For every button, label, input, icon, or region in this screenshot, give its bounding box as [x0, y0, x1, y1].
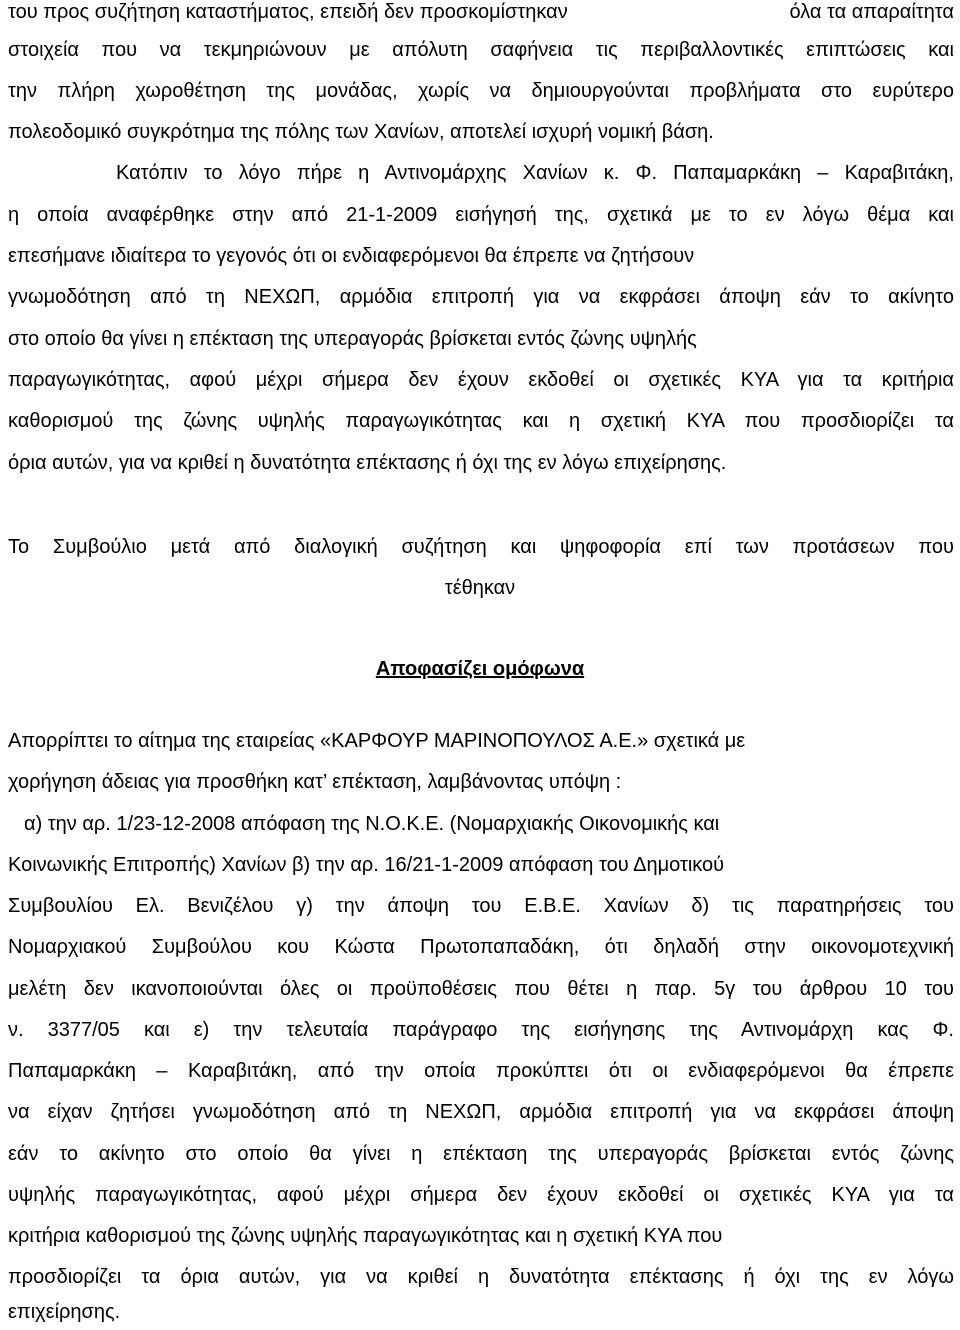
text-line: γνωμοδότηση από τη ΝΕΧΩΠ, αρμόδια επιτροπή για να εκφράσει άποψη εάν το ακίνητο: [8, 286, 954, 308]
text-line: εάν το ακίνητο στο οποίο θα γίνει η επέκταση της υπεραγοράς βρίσκεται εντός ζώνης: [8, 1143, 954, 1165]
text-line: υψηλής παραγωγικότητας, αφού μέχρι σήμερα δεν έχουν εκδοθεί οι σχετικές ΚΥΑ για τα: [8, 1184, 954, 1206]
text-line: μελέτη δεν ικανοποιούνται όλες οι προϋποθέσεις που θέτει η παρ. 5γ του άρθρου 10 του: [8, 978, 954, 1000]
text-line: ν. 3377/05 και ε) την τελευταία παράγραφο της εισήγησης της Αντινομάρχη κας Φ.: [8, 1019, 954, 1041]
text-line: Συμβουλίου Ελ. Βενιζέλου γ) την άποψη του Ε.Β.Ε. Χανίων δ) τις παρατηρήσεις του: [8, 895, 954, 917]
text-segment: όλα τα απαραίτητα: [789, 1, 954, 23]
text-line: να είχαν ζητήσει γνωμοδότηση από τη ΝΕΧΩΠ, αρμόδια επιτροπή για να εκφράσει άποψη: [8, 1101, 954, 1123]
text-line: Απορρίπτει το αίτημα της εταιρείας «ΚΑΡΦΟΥΡ ΜΑΡΙΝΟΠΟΥΛΟΣ Α.Ε.» σχετικά με: [8, 730, 746, 752]
text-line: προσδιορίζει τα όρια αυτών, για να κριθεί η δυνατότητα επέκτασης ή όχι της εν λόγω: [8, 1266, 954, 1288]
text-line: στο οποίο θα γίνει η επέκταση της υπεραγοράς βρίσκεται εντός ζώνης υψηλής: [8, 328, 697, 350]
text-line: κριτήρια καθορισμού της ζώνης υψηλής παραγωγικότητας και η σχετική ΚΥΑ που: [8, 1225, 723, 1247]
text-line: καθορισμού της ζώνης υψηλής παραγωγικότητας και η σχετική ΚΥΑ που προσδιορίζει τα: [8, 410, 954, 432]
text-line: Παπαμαρκάκη – Καραβιτάκη, από την οποία προκύπτει ότι οι ενδιαφερόμενοι θα έπρεπε: [8, 1060, 954, 1082]
text-line: Νομαρχιακού Συμβούλου κου Κώστα Πρωτοπαπαδάκη, ότι δηλαδή στην οικονομοτεχνική: [8, 936, 954, 958]
text-line: χορήγηση άδειας για προσθήκη κατ’ επέκταση, λαμβάνοντας υπόψη :: [8, 771, 622, 793]
text-line: [8, 0, 954, 24]
text-line: α) την αρ. 1/23-12-2008 απόφαση της Ν.Ο.Κ.Ε. (Νομαρχιακής Οικονομικής και: [24, 813, 720, 835]
text-line: την πλήρη χωροθέτηση της μονάδας, χωρίς να δημιουργούνται προβλήματα στο ευρύτερο: [8, 80, 954, 102]
text-line: όρια αυτών, για να κριθεί η δυνατότητα επέκτασης ή όχι της εν λόγω επιχείρησης.: [8, 452, 727, 474]
text-line: επεσήμανε ιδιαίτερα το γεγονός ότι οι ενδιαφερόμενοι θα έπρεπε να ζητήσουν: [8, 245, 695, 267]
text-line: παραγωγικότητας, αφού μέχρι σήμερα δεν έχουν εκδοθεί οι σχετικές ΚΥΑ για τα κριτήρια: [8, 369, 954, 391]
text-line: επιχείρησης.: [8, 1301, 121, 1323]
council-line-1: Το Συμβούλιο μετά από διαλογική συζήτηση και ψηφοφορία επί των προτάσεων που: [8, 536, 954, 558]
text-line: πολεοδομικό συγκρότημα της πόλης των Χανίων, αποτελεί ισχυρή νομική βάση.: [8, 121, 714, 143]
council-line-2: τέθηκαν: [444, 577, 516, 599]
text-line: Κοινωνικής Επιτροπής) Χανίων β) την αρ. 16/21-1-2009 απόφαση του Δημοτικού: [8, 854, 725, 876]
text-segment: του προς συζήτηση καταστήματος, επειδή δεν προσκομίστηκαν: [8, 1, 568, 23]
text-line: Κατόπιν το λόγο πήρε η Αντινομάρχης Χανίων κ. Φ. Παπαμαρκάκη – Καραβιτάκη,: [116, 162, 954, 184]
text-line: η οποία αναφέρθηκε στην από 21-1-2009 εισήγησή της, σχετικά με το εν λόγω θέμα και: [8, 204, 954, 226]
text-line: στοιχεία που να τεκμηριώνουν με απόλυτη σαφήνεια τις περιβαλλοντικές επιπτώσεις και: [8, 39, 954, 61]
decision-heading: Αποφασίζει ομόφωνα: [375, 658, 585, 680]
